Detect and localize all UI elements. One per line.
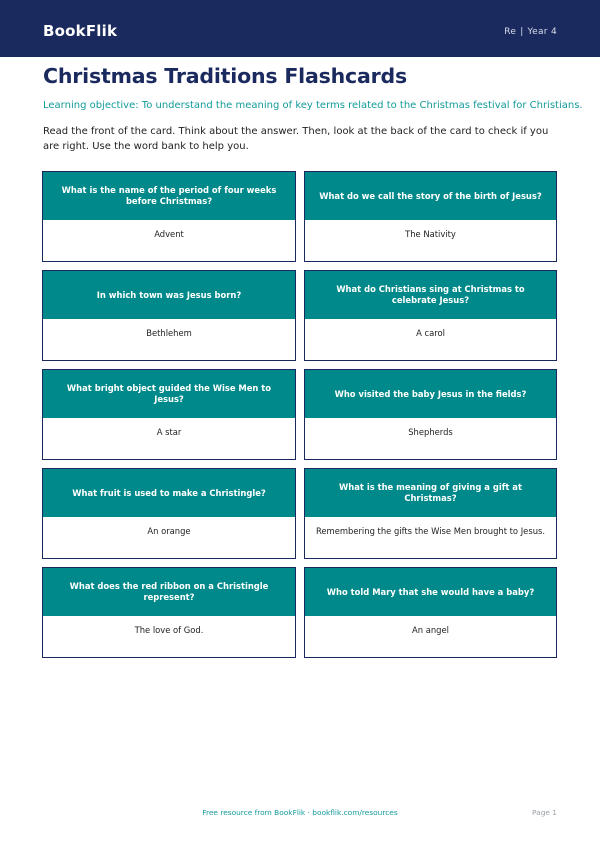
flashcard-question: Who told Mary that she would have a baby? bbox=[305, 568, 556, 616]
flashcard bbox=[42, 270, 296, 361]
flashcard-answer: A carol bbox=[305, 319, 556, 360]
flashcard bbox=[304, 369, 557, 460]
flashcard-question: In which town was Jesus born? bbox=[43, 271, 295, 319]
instructions-text: Read the front of the card. Think about the answer. Then, look at the back of the card to check if you are right. Use the word bank to help you. bbox=[43, 126, 549, 152]
flashcard bbox=[42, 369, 296, 460]
page-header bbox=[0, 0, 600, 57]
flashcard-answer: A star bbox=[43, 418, 295, 459]
flashcard bbox=[304, 270, 557, 361]
flashcard-question: What do Christians sing at Christmas to celebrate Jesus? bbox=[305, 271, 556, 319]
flashcard bbox=[304, 567, 557, 658]
flashcard bbox=[42, 468, 296, 559]
page-number: Page 1 bbox=[532, 808, 557, 817]
subject-label: Re bbox=[504, 27, 517, 37]
flashcard bbox=[42, 567, 296, 658]
year-label: Year 4 bbox=[527, 27, 557, 37]
flashcard-answer: Advent bbox=[43, 220, 295, 261]
flashcard bbox=[304, 468, 557, 559]
flashcard bbox=[304, 171, 557, 262]
flashcard-question: What do we call the story of the birth of Jesus? bbox=[305, 172, 556, 220]
flashcard-grid bbox=[42, 171, 557, 658]
flashcard-question: What bright object guided the Wise Men to Jesus? bbox=[43, 370, 295, 418]
learning-objective: Learning objective: To understand the meaning of key terms related to the Christmas festival for Christians. bbox=[43, 100, 583, 111]
flashcard-answer: Bethlehem bbox=[43, 319, 295, 360]
flashcard-question: What is the meaning of giving a gift at Christmas? bbox=[305, 469, 556, 517]
brand-logo[interactable]: BookFlik bbox=[43, 22, 118, 40]
flashcard-question: What does the red ribbon on a Christingle represent? bbox=[43, 568, 295, 616]
flashcard-answer: An angel bbox=[305, 616, 556, 657]
subject-year-label bbox=[504, 27, 557, 37]
flashcard-answer: Shepherds bbox=[305, 418, 556, 459]
footer-resource-link[interactable]: Free resource from BookFlik · bookflik.com/resources bbox=[202, 808, 398, 817]
meta-separator: | bbox=[520, 27, 524, 37]
flashcard-answer: The Nativity bbox=[305, 220, 556, 261]
flashcard-answer: An orange bbox=[43, 517, 295, 558]
flashcard-question: What is the name of the period of four weeks before Christmas? bbox=[43, 172, 295, 220]
flashcard-question: Who visited the baby Jesus in the fields? bbox=[305, 370, 556, 418]
flashcard-answer: Remembering the gifts the Wise Men brought to Jesus. bbox=[305, 517, 556, 558]
page-title: Christmas Traditions Flashcards bbox=[43, 64, 407, 88]
flashcard-answer: The love of God. bbox=[43, 616, 295, 657]
flashcard-question: What fruit is used to make a Christingle? bbox=[43, 469, 295, 517]
flashcard bbox=[42, 171, 296, 262]
